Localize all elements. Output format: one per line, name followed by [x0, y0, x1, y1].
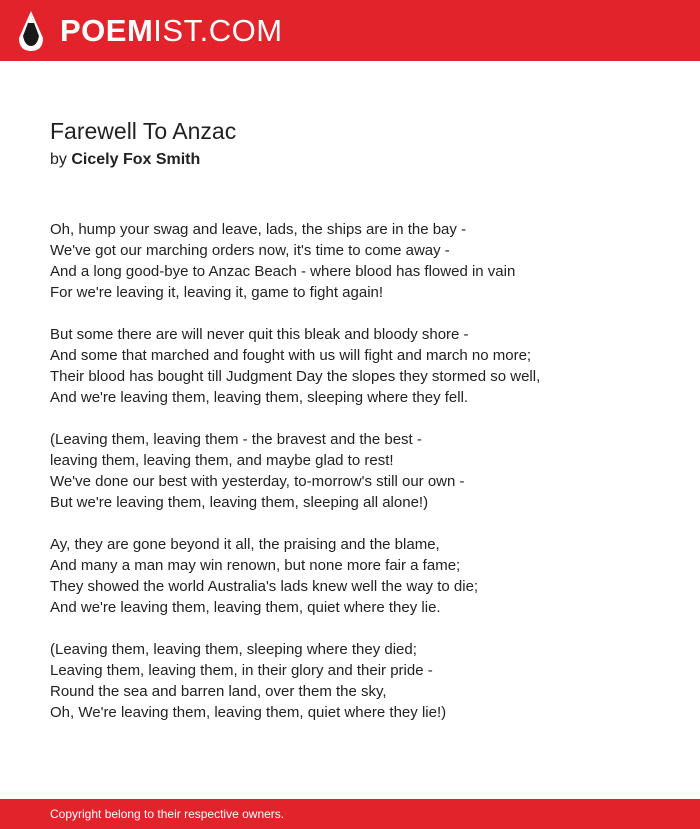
stanza	[50, 324, 670, 408]
poem-line: We've done our best with yesterday, to-morrow's still our own -	[50, 473, 465, 490]
by-label: by	[50, 151, 67, 168]
poem-line: (Leaving them, leaving them, sleeping where they died;	[50, 641, 417, 658]
poem-line: And many a man may win renown, but none more fair a fame;	[50, 557, 461, 574]
poem-title: Farewell To Anzac	[50, 118, 237, 144]
logo-bold-part: POEM	[60, 13, 154, 48]
pencil-tip-icon[interactable]	[18, 10, 44, 52]
site-footer	[0, 799, 700, 829]
poem-line: For we're leaving it, leaving it, game to fight again!	[50, 284, 384, 301]
poem-line: But some there are will never quit this bleak and bloody shore -	[50, 326, 469, 343]
stanza	[50, 534, 670, 618]
poem-line: They showed the world Australia's lads knew well the way to die;	[50, 578, 479, 595]
author-name[interactable]: Cicely Fox Smith	[71, 151, 201, 168]
poem-line: And a long good-bye to Anzac Beach - where blood has flowed in vain	[50, 263, 516, 280]
logo-light-part: IST.COM	[153, 13, 283, 48]
poem-line: We've got our marching orders now, it's time to come away -	[50, 242, 450, 259]
poem-content	[50, 116, 670, 744]
poem-line: leaving them, leaving them, and maybe glad to rest!	[50, 452, 394, 469]
poem-line: And we're leaving them, leaving them, quiet where they lie.	[50, 599, 441, 616]
poem-line: And some that marched and fought with us will fight and march no more;	[50, 347, 532, 364]
stanza	[50, 639, 670, 723]
site-logo[interactable]	[60, 15, 283, 46]
site-header	[0, 0, 700, 61]
stanza	[50, 219, 670, 303]
poem-line: Ay, they are gone beyond it all, the praising and the blame,	[50, 536, 440, 553]
stanza	[50, 429, 670, 513]
poem-line: Leaving them, leaving them, in their glory and their pride -	[50, 662, 433, 679]
poem-line: (Leaving them, leaving them - the bravest and the best -	[50, 431, 422, 448]
poem-line: And we're leaving them, leaving them, sleeping where they fell.	[50, 389, 469, 406]
poem-line: Their blood has bought till Judgment Day the slopes they stormed so well,	[50, 368, 541, 385]
copyright-text: Copyright belong to their respective owners.	[50, 807, 285, 821]
poem-line: Oh, We're leaving them, leaving them, quiet where they lie!)	[50, 704, 447, 721]
poem-line: But we're leaving them, leaving them, sleeping all alone!)	[50, 494, 429, 511]
poem-body	[50, 219, 670, 723]
poem-line: Oh, hump your swag and leave, lads, the ships are in the bay -	[50, 221, 467, 238]
byline	[50, 149, 670, 171]
poem-line: Round the sea and barren land, over them the sky,	[50, 683, 387, 700]
